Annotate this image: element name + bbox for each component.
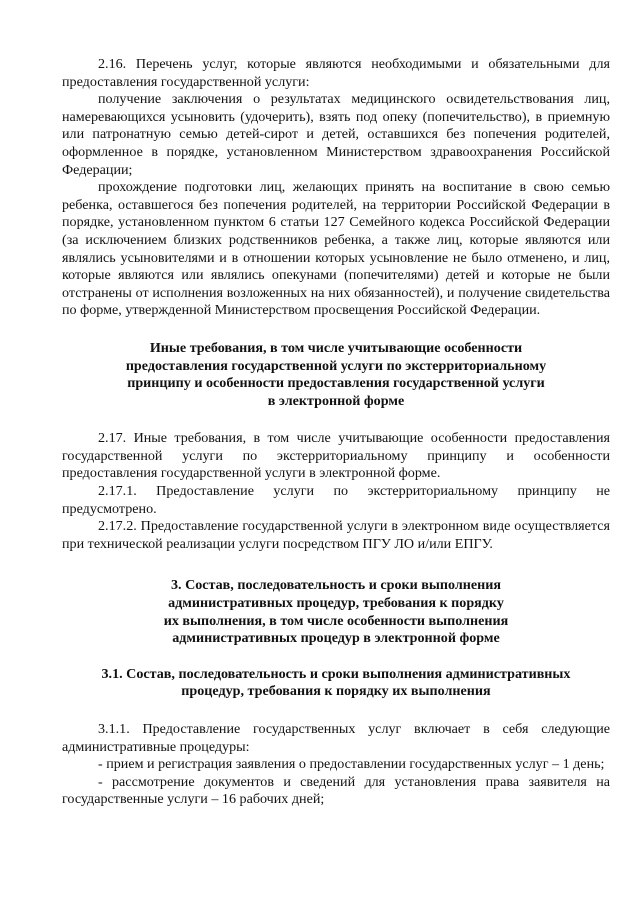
list-item-review: - рассмотрение документов и сведений для установления права заявителя на государственные услуги – 16 рабочих дней; bbox=[62, 773, 610, 808]
heading-line: процедур, требования к порядку их выполнения bbox=[181, 683, 491, 700]
heading-line: административных процедур, требования к порядку bbox=[168, 595, 504, 612]
heading-line: принципу и особенности предоставления государственной услуги bbox=[127, 375, 545, 392]
paragraph-2-16: 2.16. Перечень услуг, которые являются необходимыми и обязательными для предоставления государственной услуги: bbox=[62, 56, 610, 90]
paragraph-2-17-2: 2.17.2. Предоставление государственной услуги в электронном виде осуществляется при технической реализации услуги посредством ПГУ ЛО и/или ЕПГУ. bbox=[62, 518, 610, 552]
section-heading-3-1 bbox=[62, 666, 610, 701]
heading-line: 3. Состав, последовательность и сроки выполнения bbox=[170, 577, 502, 594]
heading-line: предоставления государственной услуги по экстерриториальному bbox=[125, 357, 547, 374]
heading-line: в электронной форме bbox=[267, 392, 405, 409]
paragraph-medical-conclusion: получение заключения о результатах медицинского освидетельствования лиц, намеревающихся усыновить (удочерить), взять под опеку (попечительство), в приемную или патронатную семью детей-сирот и детей, оставшихся без попечения родителей, оформленное в порядке, установленном Министерством здравоохранения Российской Федерации; bbox=[62, 91, 610, 178]
list-item-reception: - прием и регистрация заявления о предоставлении государственных услуг – 1 день; bbox=[98, 756, 605, 773]
heading-line: Иные требования, в том числе учитывающие особенности bbox=[149, 339, 523, 356]
section-heading-other-requirements bbox=[62, 340, 610, 410]
document-page bbox=[62, 56, 610, 809]
paragraph-2-17: 2.17. Иные требования, в том числе учитывающие особенности предоставления государственной услуги по экстерриториальному принципу и особенности предоставления государственной услуги в электронной форме. bbox=[62, 430, 610, 482]
paragraph-training: прохождение подготовки лиц, желающих принять на воспитание в свою семью ребенка, оставшегося без попечения родителей, на территории Российской Федерации в порядке, установленном пунктом 6 статьи 127 Семейного кодекса Российской Федерации (за исключением близких родственников ребенка, а также лиц, которые являются или являлись усыновителями и в отношении которых усыновление не было отменено, и лиц, которые являются или являлись опекунами (попечителями) детей и которые не были отстранены от исполнения возложенных на них обязанностей), и получение свидетельства по форме, утвержденной Министерством просвещения Российской Федерации. bbox=[62, 179, 610, 319]
heading-line: их выполнения, в том числе особенности выполнения bbox=[163, 612, 509, 629]
paragraph-3-1-1: 3.1.1. Предоставление государственных услуг включает в себя следующие административные процедуры: bbox=[62, 721, 610, 755]
section-heading-3 bbox=[62, 577, 610, 647]
heading-line: 3.1. Состав, последовательность и сроки выполнения административных bbox=[101, 665, 571, 682]
heading-line: административных процедур в электронной форме bbox=[172, 630, 500, 647]
paragraph-2-17-1: 2.17.1. Предоставление услуги по экстерриториальному принципу не предусмотрено. bbox=[62, 483, 610, 517]
